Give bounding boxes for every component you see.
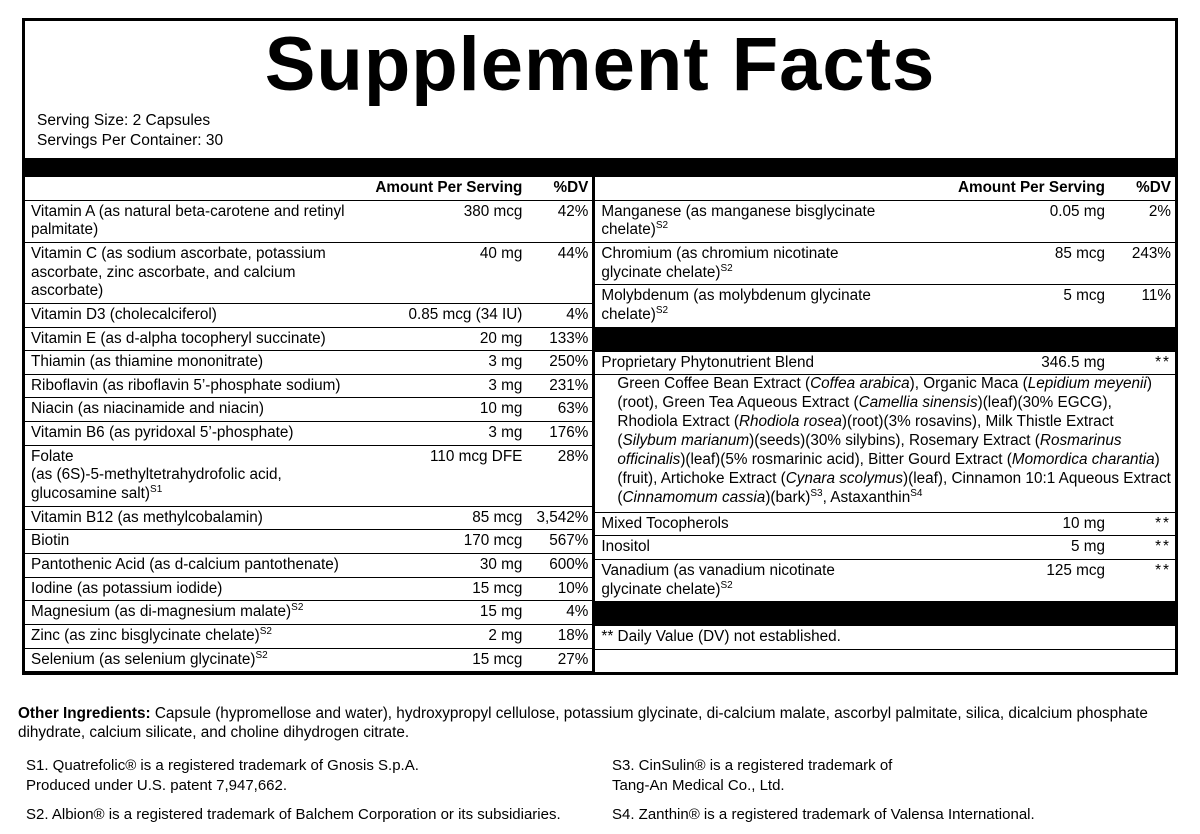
nutrient-dv: 44% bbox=[526, 242, 592, 303]
section-divider-bar bbox=[595, 327, 1175, 351]
nutrient-name-main: Selenium (as selenium glycinate) bbox=[31, 650, 256, 668]
nutrient-dv: 250% bbox=[526, 351, 592, 375]
nutrient-name-main: Molybdenum (as molybdenum glycinate chelate) bbox=[601, 287, 871, 323]
section-divider-cell bbox=[595, 327, 1175, 351]
nutrient-amount: 5 mg bbox=[884, 536, 1109, 560]
section-divider-cell bbox=[595, 602, 1175, 626]
table-row bbox=[25, 422, 592, 446]
nutrient-dv: 4% bbox=[526, 601, 592, 625]
nutrient-name: Biotin bbox=[25, 530, 369, 554]
nutrient-name: Iodine (as potassium iodide) bbox=[25, 577, 369, 601]
serving-info bbox=[25, 105, 1175, 156]
nutrient-amount: 30 mg bbox=[369, 554, 526, 578]
nutrient-name: Vitamin B6 (as pyridoxal 5’-phosphate) bbox=[25, 422, 369, 446]
blend-amount: 346.5 mg bbox=[884, 351, 1109, 375]
nutrient-name-sub: (as (6S)-5-methyltetrahydrofolic acid, glucosamine salt) bbox=[31, 466, 282, 503]
page-title: Supplement Facts bbox=[264, 22, 936, 107]
table-row bbox=[25, 506, 592, 530]
table-row bbox=[25, 554, 592, 578]
nutrient-amount: 5 mcg bbox=[884, 285, 1109, 327]
nutrient-dv: ** bbox=[1109, 512, 1175, 536]
nutrient-amount: 3 mg bbox=[369, 422, 526, 446]
table-row bbox=[25, 530, 592, 554]
nutrient-dv: 600% bbox=[526, 554, 592, 578]
nutrient-amount: 125 mcg bbox=[884, 560, 1109, 602]
nutrient-name-main: Zinc (as zinc bisglycinate chelate) bbox=[31, 627, 260, 645]
nutrient-name: Vitamin A (as natural beta-carotene and retinyl palmitate) bbox=[25, 200, 369, 242]
nutrient-dv: ** bbox=[1109, 536, 1175, 560]
header-percent-dv: %DV bbox=[526, 177, 592, 200]
nutrient-amount: 170 mcg bbox=[369, 530, 526, 554]
servings-per-container: Servings Per Container: 30 bbox=[37, 132, 224, 150]
trademark-notices bbox=[26, 756, 1186, 834]
trademark-s1-line2: Produced under U.S. patent 7,947,662. bbox=[26, 776, 288, 794]
nutrient-name: Pantothenic Acid (as d-calcium pantothenate) bbox=[25, 554, 369, 578]
nutrient-name: Riboflavin (as riboflavin 5’-phosphate sodium) bbox=[25, 374, 369, 398]
nutrient-table-left bbox=[25, 177, 592, 672]
nutrient-name-main: Manganese (as manganese bisglycinate chelate) bbox=[601, 202, 876, 239]
table-row bbox=[25, 374, 592, 398]
trademark-s3-line1: S3. CinSulin® is a registered trademark of bbox=[612, 757, 893, 774]
nutrient-name-main: Vanadium (as vanadium nicotinate glycinate chelate) bbox=[601, 562, 835, 598]
other-ingredients-text: Capsule (hypromellose and water), hydroxypropyl cellulose, potassium glycinate, di-calcium malate, ascorbyl palmitate, silica, dicalcium phosphate dihydrate, calcium silicate, and choline dihydrogen citrate. bbox=[18, 705, 1148, 742]
blend-ingredients-cell bbox=[595, 375, 1175, 513]
dv-footnote-row bbox=[595, 626, 1175, 650]
nutrient-dv: 243% bbox=[1109, 242, 1175, 284]
nutrient-name: Vitamin C (as sodium ascorbate, potassium ascorbate, zinc ascorbate, and calcium ascorbate) bbox=[25, 242, 369, 303]
section-divider-bar bbox=[595, 602, 1175, 626]
nutrient-dv: 567% bbox=[526, 530, 592, 554]
nutrient-amount: 0.85 mcg (34 IU) bbox=[369, 303, 526, 327]
footnote-marker: S2 bbox=[655, 220, 669, 232]
nutrient-dv: 27% bbox=[526, 648, 592, 672]
table-row bbox=[595, 512, 1175, 536]
nutrient-name: Vitamin D3 (cholecalciferol) bbox=[25, 303, 369, 327]
table-row bbox=[25, 242, 592, 303]
trademark-column-left bbox=[26, 756, 606, 834]
nutrient-dv: 2% bbox=[1109, 200, 1175, 242]
nutrient-name: Vitamin E (as d-alpha tocopheryl succinate) bbox=[25, 327, 369, 351]
footnote-marker: S2 bbox=[291, 602, 304, 614]
table-row bbox=[25, 398, 592, 422]
nutrient-column-left bbox=[25, 177, 595, 672]
nutrient-table-right bbox=[595, 177, 1175, 650]
table-row bbox=[25, 625, 592, 649]
nutrient-dv: 11% bbox=[1109, 285, 1175, 327]
nutrient-name: Vitamin B12 (as methylcobalamin) bbox=[25, 506, 369, 530]
footnote-marker: S2 bbox=[255, 649, 268, 661]
nutrient-name bbox=[595, 560, 884, 602]
nutrient-dv: 28% bbox=[526, 445, 592, 506]
nutrient-amount: 110 mcg DFE bbox=[369, 445, 526, 506]
table-row bbox=[25, 601, 592, 625]
other-ingredients bbox=[18, 704, 1184, 743]
footnote-marker: S2 bbox=[720, 262, 733, 274]
header-amount-per-serving: Amount Per Serving bbox=[369, 177, 526, 200]
table-row bbox=[25, 648, 592, 672]
table-row bbox=[595, 560, 1175, 602]
nutrient-amount: 15 mg bbox=[369, 601, 526, 625]
nutrient-amount: 15 mcg bbox=[369, 648, 526, 672]
footnote-marker: S1 bbox=[150, 484, 163, 495]
nutrient-dv: 42% bbox=[526, 200, 592, 242]
nutrient-amount: 10 mg bbox=[884, 512, 1109, 536]
nutrient-dv: 176% bbox=[526, 422, 592, 446]
table-row bbox=[595, 285, 1175, 327]
table-header-row bbox=[25, 177, 592, 200]
nutrient-name bbox=[595, 285, 884, 327]
blend-name: Proprietary Phytonutrient Blend bbox=[595, 351, 884, 375]
nutrient-name: Thiamin (as thiamine mononitrate) bbox=[25, 351, 369, 375]
blend-ingredients-text: Green Coffee Bean Extract (Coffea arabica), Organic Maca (Lepidium meyenii)(root), Green Tea Aqueous Extract (Camellia sinensis)(leaf)(30% EGCG), Rhodiola Extract (Rhodiola rosea)(root)(3% rosavins), Milk Thistle Extract (Silybum marianum)(seeds)(30% silybins), Rosemary Extract (Rosmarinus officinalis)(leaf)(5% rosmarinic acid), Bitter Gourd Extract (Momordica charantia)(fruit), Artichoke Extract (Cynara scolymus)(leaf), Cinnamon 10:1 Aqueous Extract (Cinnamomum cassia)(bark)$^{S3}$, Astaxanthin$^{S4}$ bbox=[617, 375, 1171, 506]
table-row bbox=[25, 327, 592, 351]
trademark-s2: S2. Albion® is a registered trademark of Balchem Corporation or its subsidiaries. bbox=[26, 805, 561, 823]
nutrient-amount: 380 mcg bbox=[369, 200, 526, 242]
nutrient-name bbox=[595, 200, 884, 242]
nutrient-dv: 133% bbox=[526, 327, 592, 351]
nutrient-dv: 18% bbox=[526, 625, 592, 649]
serving-size: Serving Size: 2 Capsules bbox=[37, 112, 211, 129]
nutrient-amount: 20 mg bbox=[369, 327, 526, 351]
table-row bbox=[25, 445, 592, 506]
footnote-marker: S2 bbox=[655, 304, 669, 316]
trademark-s3-line2: Tang-An Medical Co., Ltd. bbox=[612, 776, 785, 794]
table-row bbox=[25, 351, 592, 375]
nutrient-name bbox=[25, 445, 369, 506]
header-spacer bbox=[25, 177, 369, 200]
nutrient-name: Inositol bbox=[595, 536, 884, 560]
header-spacer bbox=[595, 177, 884, 200]
trademark-s3 bbox=[612, 756, 1186, 796]
blend-dv: ** bbox=[1109, 351, 1175, 375]
header-percent-dv: %DV bbox=[1109, 177, 1175, 200]
table-row bbox=[595, 242, 1175, 284]
nutrient-dv: 231% bbox=[526, 374, 592, 398]
footnote-marker: S2 bbox=[720, 579, 733, 591]
table-row bbox=[25, 303, 592, 327]
nutrient-amount: 2 mg bbox=[369, 625, 526, 649]
nutrient-amount: 0.05 mg bbox=[884, 200, 1109, 242]
header-amount-per-serving: Amount Per Serving bbox=[884, 177, 1109, 200]
nutrient-amount: 3 mg bbox=[369, 374, 526, 398]
nutrient-amount: 85 mcg bbox=[369, 506, 526, 530]
header-bar bbox=[25, 158, 1175, 177]
nutrient-name bbox=[25, 601, 369, 625]
trademark-s1 bbox=[26, 756, 606, 796]
nutrient-amount: 3 mg bbox=[369, 351, 526, 375]
table-row bbox=[595, 200, 1175, 242]
footnote-marker: S2 bbox=[259, 625, 272, 637]
table-row bbox=[25, 200, 592, 242]
nutrient-amount: 10 mg bbox=[369, 398, 526, 422]
table-row bbox=[25, 577, 592, 601]
nutrient-name: Niacin (as niacinamide and niacin) bbox=[25, 398, 369, 422]
nutrient-name: Mixed Tocopherols bbox=[595, 512, 884, 536]
trademark-s1-line1: S1. Quatrefolic® is a registered trademark of Gnosis S.p.A. bbox=[26, 757, 419, 774]
blend-header-row bbox=[595, 351, 1175, 375]
supplement-facts-label bbox=[22, 18, 1178, 675]
nutrient-name bbox=[595, 242, 884, 284]
nutrient-dv: 4% bbox=[526, 303, 592, 327]
nutrient-name-main: Magnesium (as di-magnesium malate) bbox=[31, 603, 292, 621]
table-header-row bbox=[595, 177, 1175, 200]
nutrient-name-main: Folate bbox=[31, 447, 74, 465]
trademark-s4: S4. Zanthin® is a registered trademark of Valensa International. bbox=[612, 805, 1035, 823]
other-ingredients-label: Other Ingredients: bbox=[18, 705, 151, 722]
nutrient-dv: 10% bbox=[526, 577, 592, 601]
nutrient-amount: 85 mcg bbox=[884, 242, 1109, 284]
nutrient-amount: 15 mcg bbox=[369, 577, 526, 601]
table-row bbox=[595, 536, 1175, 560]
nutrient-name bbox=[25, 625, 369, 649]
nutrient-dv: ** bbox=[1109, 560, 1175, 602]
blend-ingredients-row bbox=[595, 375, 1175, 513]
trademark-column-right bbox=[606, 756, 1186, 834]
dv-footnote: ** Daily Value (DV) not established. bbox=[595, 626, 1175, 650]
nutrient-dv: 63% bbox=[526, 398, 592, 422]
nutrient-columns bbox=[25, 177, 1175, 672]
nutrient-dv: 3,542% bbox=[526, 506, 592, 530]
nutrient-column-right bbox=[595, 177, 1175, 672]
nutrient-name-main: Chromium (as chromium nicotinate glycinate chelate) bbox=[601, 244, 839, 281]
nutrient-amount: 40 mg bbox=[369, 242, 526, 303]
nutrient-name bbox=[25, 648, 369, 672]
